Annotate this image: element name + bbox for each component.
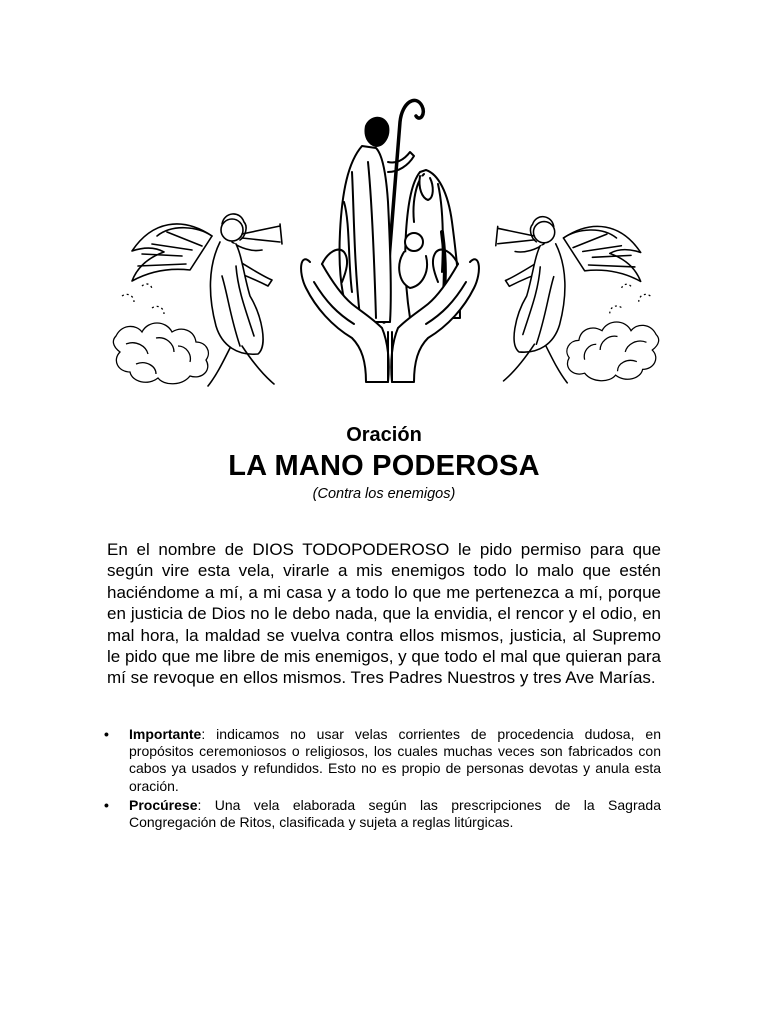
hands-holding-holy-family-icon — [292, 92, 488, 388]
prayer-title: LA MANO PODEROSA — [228, 450, 540, 482]
bullet: • — [104, 796, 109, 813]
note-text: : Una vela elaborada según las prescripciones de la Sagrada Congregación de Ritos, clasificada y sujeta a reglas litúrgicas. — [129, 796, 661, 831]
list-item — [104, 726, 661, 795]
note-label: Procúrese — [129, 796, 198, 813]
prayer-paragraph: En el nombre de DIOS TODOPODEROSO le pido permiso para que según vire esta vela, virarle a mis enemigos todo lo malo que estén haciéndome a mí, a mi casa y a todo lo que me pertenezca a mí, porque en justicia de Dios no le debo nada, que la envidia, el rencor y el odio, en mal hora, la maldad se vuelva contra ellos mismos, justicia, al Supremo le pido que me libre de mis enemigos, y que todo el mal que quieran para mí se revoque en ellos mismos. Tres Padres Nuestros y tres Ave Marías. — [107, 540, 661, 688]
notes-list — [104, 726, 661, 833]
prayer-note: (Contra los enemigos) — [312, 486, 456, 502]
note-label: Importante — [129, 726, 202, 742]
list-item — [104, 797, 661, 831]
bullet: • — [104, 726, 109, 742]
prayer-subtitle: Oración — [346, 424, 422, 446]
angel-with-trumpet-icon — [112, 196, 288, 392]
angel-with-trumpet-icon — [490, 196, 660, 392]
note-text: : indicamos no usar velas corrientes de procedencia dudosa, en propósitos ceremoniosos o religiosos, los cuales muchas veces son fabricados con cabos ya usados y refundidos. Esto no es propio de personas devotas y anula esta oración. — [129, 726, 661, 794]
